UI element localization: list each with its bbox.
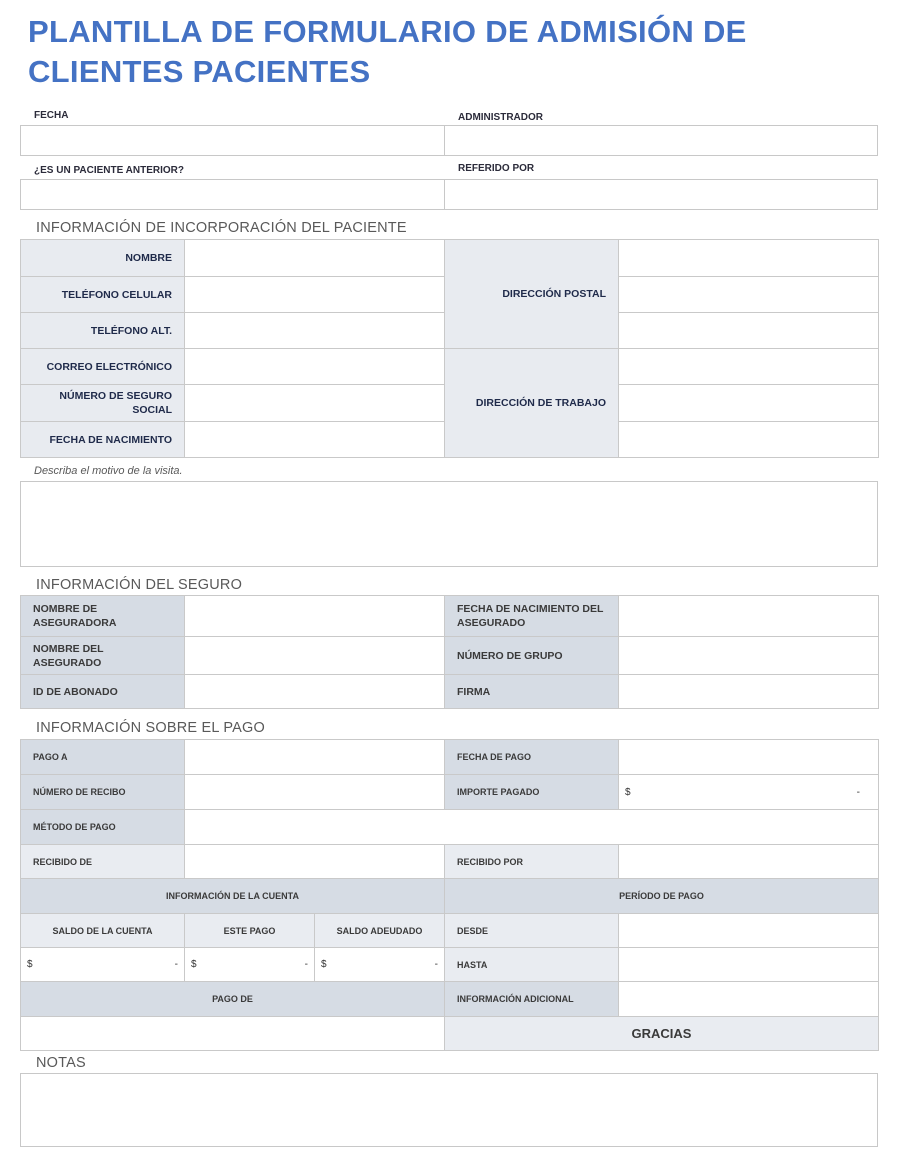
firma-field[interactable] xyxy=(619,675,879,709)
pago-a-field[interactable] xyxy=(185,740,445,775)
fecha-pago-label: FECHA DE PAGO xyxy=(445,740,619,775)
recibido-por-label: RECIBIDO POR xyxy=(445,845,619,879)
firma-label: FIRMA xyxy=(445,675,619,709)
page-title: PLANTILLA DE FORMULARIO DE ADMISIÓN DE CLIENTES PACIENTES xyxy=(28,14,747,89)
amount-value: - xyxy=(434,959,438,970)
numero-grupo-label: NÚMERO DE GRUPO xyxy=(445,637,619,675)
saldo-cuenta-header: SALDO DE LA CUENTA xyxy=(21,914,185,948)
account-info-header: INFORMACIÓN DE LA CUENTA xyxy=(21,879,445,914)
telefono-alt-field[interactable] xyxy=(185,313,445,349)
fecha-label: FECHA xyxy=(34,110,69,121)
payment-section-title: INFORMACIÓN SOBRE EL PAGO xyxy=(36,720,265,736)
payment-table xyxy=(20,739,879,1051)
numero-grupo-field[interactable] xyxy=(619,637,879,675)
asegurado-field[interactable] xyxy=(185,637,445,675)
gracias-banner: GRACIAS xyxy=(445,1017,879,1051)
visit-reason-label: Describa el motivo de la visita. xyxy=(34,465,183,477)
este-pago-header: ESTE PAGO xyxy=(185,914,315,948)
hasta-label: HASTA xyxy=(445,948,619,982)
recibido-de-field[interactable] xyxy=(185,845,445,879)
saldo-cuenta-field[interactable] xyxy=(21,948,185,982)
period-header: PERÍODO DE PAGO xyxy=(445,879,879,914)
asegurado-label: NOMBRE DEL ASEGURADO xyxy=(21,637,185,675)
numero-recibo-field[interactable] xyxy=(185,775,445,810)
fecha-field[interactable] xyxy=(20,125,445,156)
direccion-trabajo-line-1[interactable] xyxy=(619,349,879,385)
pago-de-header: PAGO DE xyxy=(21,982,445,1017)
info-adicional-field[interactable] xyxy=(619,982,879,1017)
direccion-postal-line-1[interactable] xyxy=(619,240,879,277)
id-abonado-label: ID DE ABONADO xyxy=(21,675,185,709)
recibido-de-label: RECIBIDO DE xyxy=(21,845,185,879)
correo-field[interactable] xyxy=(185,349,445,385)
currency-symbol: $ xyxy=(27,959,33,970)
intake-table xyxy=(20,239,879,458)
telefono-celular-field[interactable] xyxy=(185,277,445,313)
visit-reason-field[interactable] xyxy=(20,481,878,567)
desde-label: DESDE xyxy=(445,914,619,948)
saldo-adeudado-header: SALDO ADEUDADO xyxy=(315,914,445,948)
amount-value: - xyxy=(856,786,860,798)
pago-a-label: PAGO A xyxy=(21,740,185,775)
amount-value: - xyxy=(174,959,178,970)
ssn-field[interactable] xyxy=(185,385,445,422)
fecha-nacimiento-label: FECHA DE NACIMIENTO xyxy=(21,422,185,458)
direccion-postal-label: DIRECCIÓN POSTAL xyxy=(445,240,619,349)
referido-por-field[interactable] xyxy=(444,179,878,210)
hasta-field[interactable] xyxy=(619,948,879,982)
aseguradora-field[interactable] xyxy=(185,596,445,637)
currency-symbol: $ xyxy=(321,959,327,970)
direccion-trabajo-label: DIRECCIÓN DE TRABAJO xyxy=(445,349,619,458)
administrador-label: ADMINISTRADOR xyxy=(458,112,543,123)
numero-recibo-label: NÚMERO DE RECIBO xyxy=(21,775,185,810)
metodo-pago-label: MÉTODO DE PAGO xyxy=(21,810,185,845)
telefono-celular-label: TELÉFONO CELULAR xyxy=(21,277,185,313)
notes-field[interactable] xyxy=(20,1073,878,1147)
correo-label: CORREO ELECTRÓNICO xyxy=(21,349,185,385)
direccion-trabajo-line-2[interactable] xyxy=(619,385,879,422)
importe-pagado-label: IMPORTE PAGADO xyxy=(445,775,619,810)
nombre-field[interactable] xyxy=(185,240,445,277)
saldo-adeudado-field[interactable] xyxy=(315,948,445,982)
telefono-alt-label: TELÉFONO ALT. xyxy=(21,313,185,349)
currency-symbol: $ xyxy=(191,959,197,970)
recibido-por-field[interactable] xyxy=(619,845,879,879)
paciente-anterior-label: ¿ES UN PACIENTE ANTERIOR? xyxy=(34,165,185,176)
administrador-field[interactable] xyxy=(444,125,878,156)
id-abonado-field[interactable] xyxy=(185,675,445,709)
aseguradora-label: NOMBRE DE ASEGURADORA xyxy=(21,596,185,637)
pago-de-field[interactable] xyxy=(21,1017,445,1051)
paciente-anterior-field[interactable] xyxy=(20,179,445,210)
fecha-pago-field[interactable] xyxy=(619,740,879,775)
este-pago-field[interactable] xyxy=(185,948,315,982)
fecha-nacimiento-field[interactable] xyxy=(185,422,445,458)
desde-field[interactable] xyxy=(619,914,879,948)
intake-section-title: INFORMACIÓN DE INCORPORACIÓN DEL PACIENTE xyxy=(36,220,407,236)
direccion-postal-line-3[interactable] xyxy=(619,313,879,349)
notes-label: NOTAS xyxy=(36,1055,86,1071)
direccion-postal-line-2[interactable] xyxy=(619,277,879,313)
importe-pagado-field[interactable] xyxy=(619,775,879,810)
insurance-section-title: INFORMACIÓN DEL SEGURO xyxy=(36,577,243,593)
nombre-label: NOMBRE xyxy=(21,240,185,277)
metodo-pago-field[interactable] xyxy=(185,810,879,845)
ssn-label: NÚMERO DE SEGURO SOCIAL xyxy=(21,385,185,422)
fecha-nacimiento-asegurado-field[interactable] xyxy=(619,596,879,637)
currency-symbol: $ xyxy=(625,786,631,798)
direccion-trabajo-line-3[interactable] xyxy=(619,422,879,458)
fecha-nacimiento-asegurado-label: FECHA DE NACIMIENTO DEL ASEGURADO xyxy=(445,596,619,637)
referido-por-label: REFERIDO POR xyxy=(458,163,535,174)
amount-value: - xyxy=(304,959,308,970)
info-adicional-label: INFORMACIÓN ADICIONAL xyxy=(445,982,619,1017)
insurance-table xyxy=(20,595,879,709)
